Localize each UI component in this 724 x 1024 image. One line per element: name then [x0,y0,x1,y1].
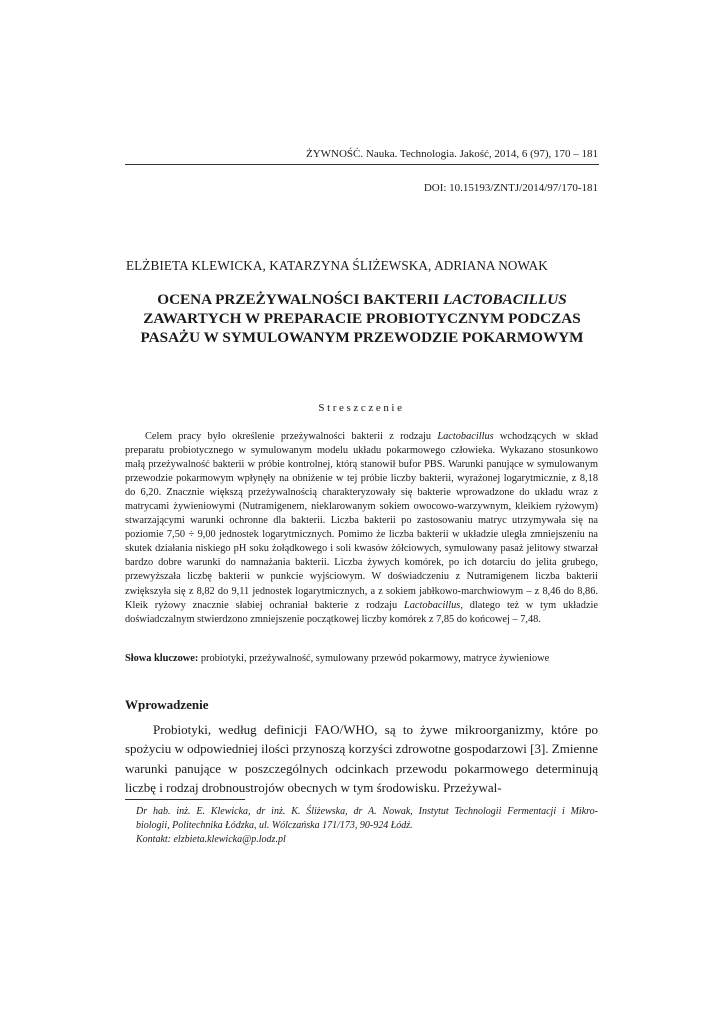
footnote-line-1: Dr hab. inż. E. Klewicka, dr inż. K. Śliżewska, dr A. Nowak, Instytut Technologii Fermentacji i Mikro- [136,806,598,817]
article-title [120,290,604,347]
introduction-text: Probiotyki, według definicji FAO/WHO, są to żywe mikroorganizmy, które po spożyciu w odpowiedniej ilości przynoszą korzyści zdrowotne gospodarzowi [3]. Zmienne warunki panujące w poszczególnych odcinkach przewodu pokarmowego determinują liczbę i rodzaj drobnoustrojów obecnych w tym środowisku. Przeżywal- [125,722,598,795]
abstract-part-2: wchodzących w skład preparatu probiotycznego w symulowanym modelu układu pokarmowego człowieka. Wykazano stosunkowo małą przeżywalność bakterii w próbie kontrolnej, którą stanowił bufor PBS. Warunki panujące w symulowanym przewodzie pokarmowym wpłynęły na obniżenie w tej próbie liczby bakterii, wyrażonej logarytmicznie, z 8,18 do 6,20. Znacznie większą przeżywalnością charakteryzowały się bakterie wprowadzone do układu wraz z matrycami żywieniowymi (Nutramigenem, nieklarowanym sokiem owocowo-warzywnym, kleikiem ryżowym) stwarzającymi warunki ochronne dla bakterii. Liczba bakterii po zastosowaniu matryc utrzymywała się na poziomie 7,50 ÷ 9,00 jednostek logarytmicznych. Pomimo że liczba bakterii w układzie uległa zmniejszeniu na skutek działania niskiego pH soku żołądkowego i soli kwasów żółciowych, symulowany pasaż jelitowy stwarzał bardzo dobre warunki do namnażania bakterii. Liczba żywych komórek, po ich dotarciu do jelita grubego, przewyższała liczbę bakterii w punkcie wyjściowym. W doświadczeniu z Nutramigenem liczba bakterii zwiększyła się z 8,82 do 9,11 jednostek logarytmicznych, a z sokiem jabłkowo-marchwiowym – z 8,46 do 8,86. Kleik ryżowy znacznie słabiej ochraniał bakterie z rodzaju [125,431,598,611]
keywords-label: Słowa kluczowe: [125,653,199,664]
section-heading-introduction: Wprowadzenie [125,697,209,712]
title-line-1 [120,290,604,309]
title-line-3: PASAŻU W SYMULOWANYM PRZEWODZIE POKARMOWYM [140,329,584,346]
header-rule [125,164,599,165]
doi: DOI: 10.15193/ZNTJ/2014/97/170-181 [423,182,598,194]
abstract-genus-2: Lactobacillus [403,599,461,611]
abstract-heading: Streszczenie [318,402,405,414]
title-genus: LACTOBACILLUS [442,291,567,308]
title-line-2: ZAWARTYCH W PREPARACIE PROBIOTYCZNYM PODCZAS [143,310,581,327]
article-authors: ELŻBIETA KLEWICKA, KATARZYNA ŚLIŻEWSKA, ADRIANA NOWAK [126,258,548,273]
footnote-rule [125,799,245,800]
abstract-part-1: Celem pracy było określenie przeżywalności bakterii z rodzaju [145,431,438,442]
journal-citation: ŻYWNOŚĆ. Nauka. Technologia. Jakość, 2014, 6 (97), 170 – 181 [305,148,598,160]
keywords [125,652,598,666]
author-footnote [136,805,598,847]
abstract-part-3: , dlatego też w tym układzie doświadczalnym stwierdzono zmniejszenie początkowej liczby komórek z 7,85 do końcowej – 7,48. [125,599,598,625]
keywords-list: probiotyki, przeżywalność, symulowany przewód pokarmowy, matryce żywieniowe [198,653,550,664]
footnote-contact: Kontakt: elzbieta.klewicka@p.lodz.pl [136,834,286,845]
title-line-1-text: OCENA PRZEŻYWALNOŚCI BAKTERII [157,291,443,308]
abstract-genus-1: Lactobacillus [437,431,494,442]
abstract-text [125,430,598,627]
footnote-line-2: biologii, Politechnika Łódzka, ul. Wólczańska 171/173, 90-924 Łódź. [136,820,413,831]
